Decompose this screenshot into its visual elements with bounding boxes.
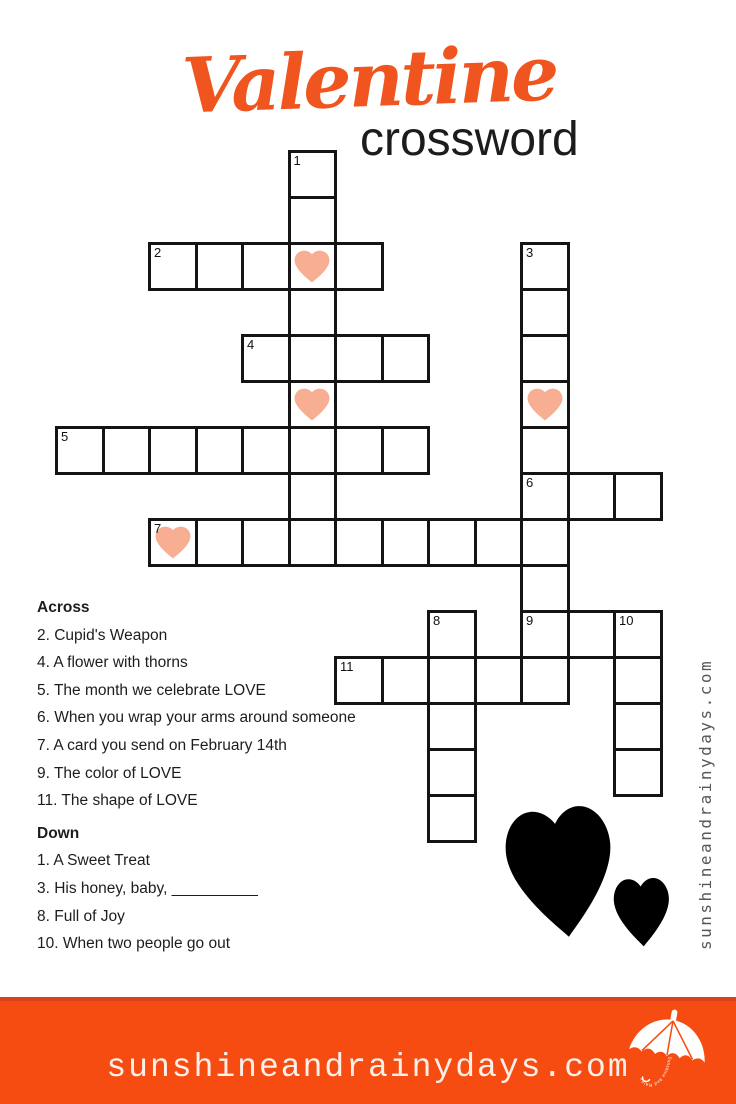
grid-cell[interactable] xyxy=(427,748,477,797)
clue-item-across: 6. When you wrap your arms around someone xyxy=(37,709,356,727)
clue-item-down: 1. A Sweet Treat xyxy=(37,852,150,870)
grid-cell[interactable] xyxy=(427,656,477,705)
grid-cell[interactable] xyxy=(288,150,338,199)
grid-cell[interactable] xyxy=(381,518,431,567)
grid-cell[interactable] xyxy=(148,242,198,291)
clue-item-across: 7. A card you send on February 14th xyxy=(37,736,287,754)
heart-icon xyxy=(526,386,564,422)
grid-cell[interactable] xyxy=(241,426,291,475)
cell-number: 1 xyxy=(293,153,301,168)
cell-number: 4 xyxy=(247,337,255,352)
cell-number: 5 xyxy=(61,429,69,444)
grid-cell[interactable] xyxy=(334,426,384,475)
grid-cell[interactable] xyxy=(241,242,291,291)
cell-number: 9 xyxy=(526,613,534,628)
clue-item-down: 3. His honey, baby, __________ xyxy=(37,879,258,897)
grid-cell[interactable] xyxy=(288,518,338,567)
cell-number: 8 xyxy=(433,613,441,628)
grid-cell[interactable] xyxy=(520,656,570,705)
grid-cell[interactable] xyxy=(381,656,431,705)
grid-cell[interactable] xyxy=(427,610,477,659)
grid-cell[interactable] xyxy=(148,518,198,567)
clue-item-down: 8. Full of Joy xyxy=(37,907,125,925)
grid-cell[interactable] xyxy=(520,242,570,291)
cell-number: 11 xyxy=(340,659,354,674)
grid-cell[interactable] xyxy=(520,426,570,475)
grid-cell[interactable] xyxy=(241,518,291,567)
grid-cell[interactable] xyxy=(334,242,384,291)
page-title: Valentine xyxy=(180,28,558,131)
umbrella-icon xyxy=(606,995,727,1104)
grid-cell[interactable] xyxy=(427,794,477,843)
grid-cell[interactable] xyxy=(288,242,338,291)
clue-item-across: 5. The month we celebrate LOVE xyxy=(37,681,266,699)
grid-cell[interactable] xyxy=(195,518,245,567)
grid-cell[interactable] xyxy=(520,334,570,383)
clue-item-across: 11. The shape of LOVE xyxy=(37,792,198,810)
cell-number: 2 xyxy=(154,245,162,260)
grid-cell[interactable] xyxy=(520,518,570,567)
grid-cell[interactable] xyxy=(613,610,663,659)
heart-icon xyxy=(293,248,331,284)
grid-cell[interactable] xyxy=(474,518,524,567)
clue-item-down: 10. When two people go out xyxy=(37,935,231,953)
footer-url: sunshineandrainydays.com xyxy=(106,1049,630,1086)
grid-cell[interactable] xyxy=(567,472,617,521)
clue-item-across: 2. Cupid's Weapon xyxy=(37,626,168,644)
grid-cell[interactable] xyxy=(381,334,431,383)
umbrella-handle-text: Sunshine And Rainy Days xyxy=(626,995,673,1088)
heart-icon xyxy=(293,386,331,422)
grid-cell[interactable] xyxy=(334,518,384,567)
grid-cell[interactable] xyxy=(55,426,105,475)
grid-cell[interactable] xyxy=(520,610,570,659)
clues-panel xyxy=(37,594,377,958)
clue-item-across: 4. A flower with thorns xyxy=(37,654,188,672)
grid-cell[interactable] xyxy=(520,288,570,337)
grid-cell[interactable] xyxy=(102,426,152,475)
decor-heart-large-icon xyxy=(496,794,627,951)
grid-cell[interactable] xyxy=(613,472,663,521)
clue-item-across: 9. The color of LOVE xyxy=(37,764,182,782)
grid-cell[interactable] xyxy=(288,288,338,337)
clues-down-heading: Down xyxy=(37,824,80,842)
side-watermark-url: sunshineandrainydays.com xyxy=(696,658,715,950)
grid-cell[interactable] xyxy=(195,242,245,291)
grid-cell[interactable] xyxy=(613,748,663,797)
grid-cell[interactable] xyxy=(613,656,663,705)
cell-number: 6 xyxy=(526,475,534,490)
grid-cell[interactable] xyxy=(241,334,291,383)
clues-across-heading: Across xyxy=(37,599,90,616)
grid-cell[interactable] xyxy=(427,702,477,751)
grid-cell[interactable] xyxy=(381,426,431,475)
decor-heart-small-icon xyxy=(610,872,674,951)
grid-cell[interactable] xyxy=(288,196,338,245)
grid-cell[interactable] xyxy=(288,472,338,521)
grid-cell[interactable] xyxy=(520,564,570,613)
cell-number: 10 xyxy=(619,613,634,628)
page-subtitle: crossword xyxy=(360,113,579,166)
grid-cell[interactable] xyxy=(427,518,477,567)
grid-cell[interactable] xyxy=(288,380,338,429)
grid-cell[interactable] xyxy=(567,610,617,659)
grid-cell[interactable] xyxy=(613,702,663,751)
cell-number: 3 xyxy=(526,245,534,260)
grid-cell[interactable] xyxy=(148,426,198,475)
grid-cell[interactable] xyxy=(195,426,245,475)
grid-cell[interactable] xyxy=(474,656,524,705)
grid-cell[interactable] xyxy=(334,334,384,383)
grid-cell[interactable] xyxy=(520,380,570,429)
grid-cell[interactable] xyxy=(520,472,570,521)
grid-cell[interactable] xyxy=(288,334,338,383)
footer-bar xyxy=(0,997,736,1104)
grid-cell[interactable] xyxy=(288,426,338,475)
cell-number: 7 xyxy=(154,521,162,536)
